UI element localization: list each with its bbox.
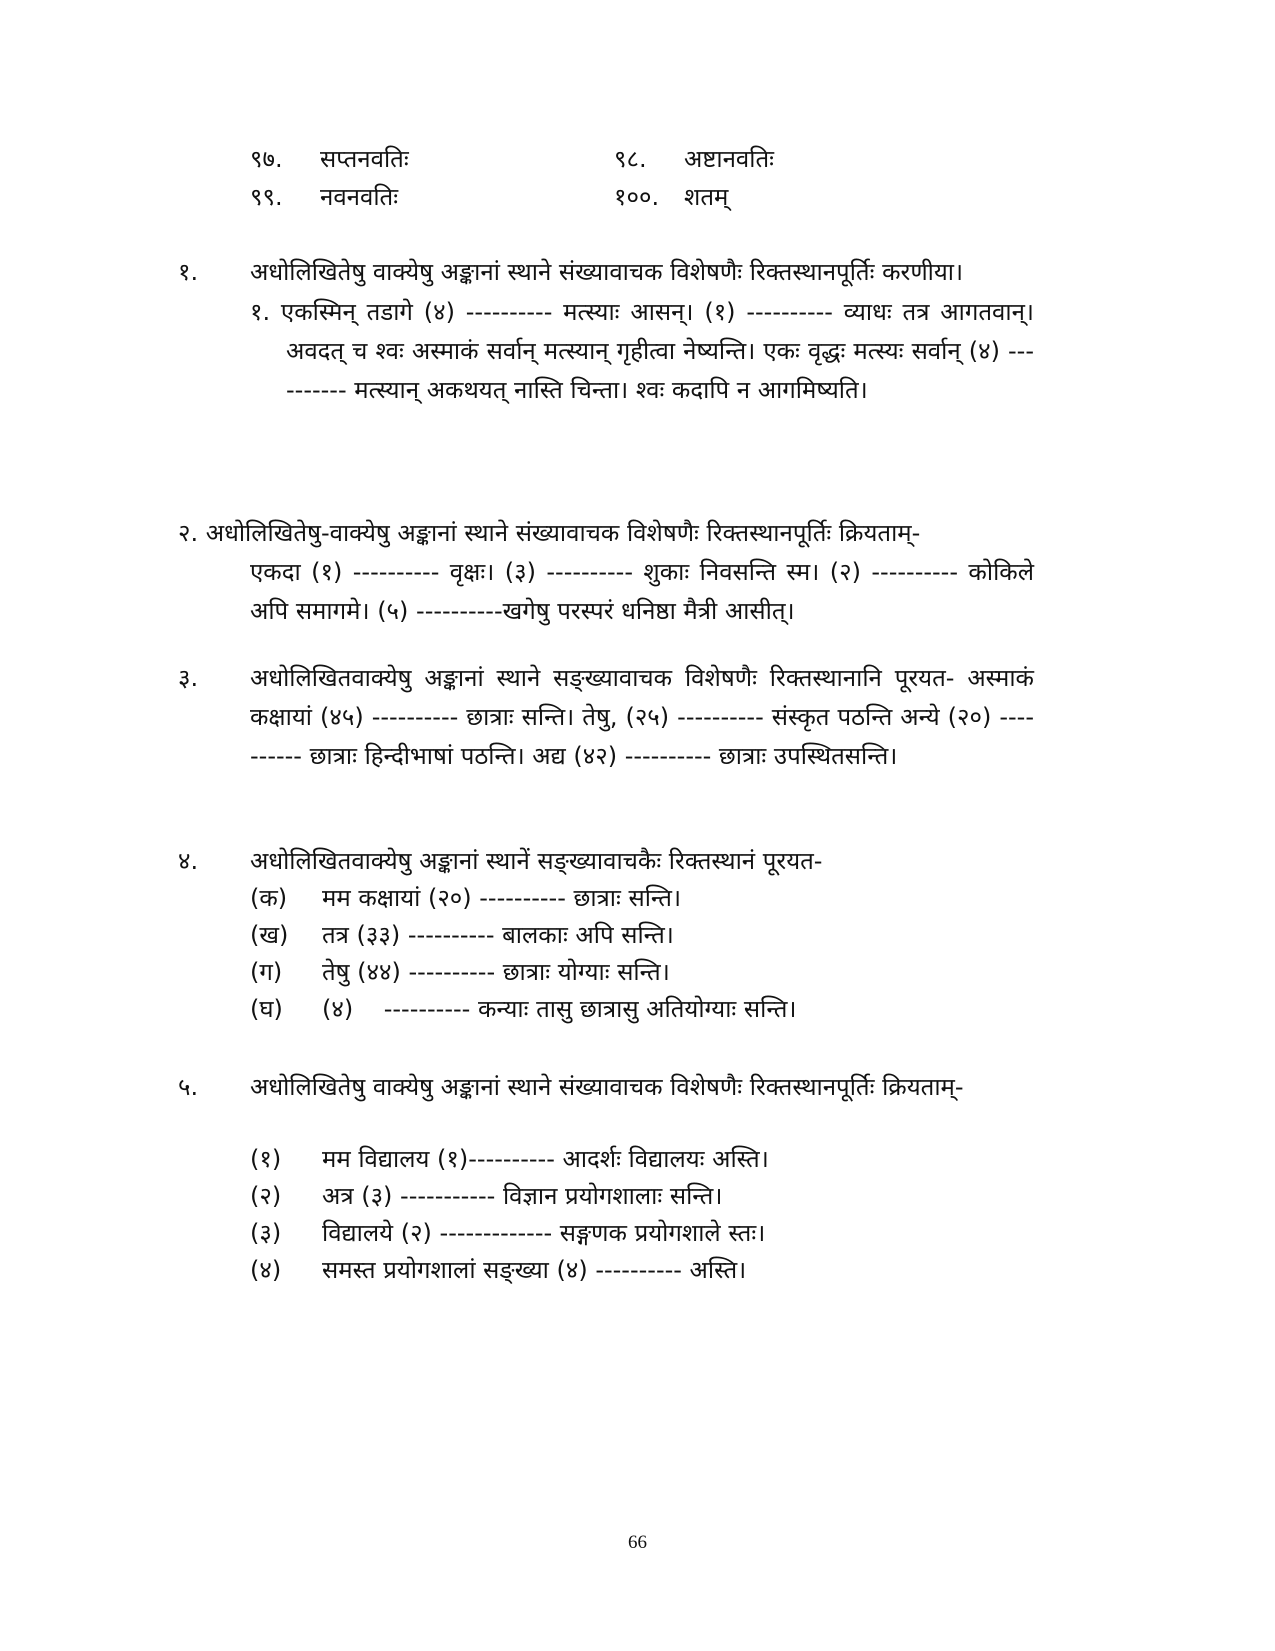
number-item: १००. शतम् — [614, 183, 729, 211]
question-1 — [178, 253, 1034, 410]
question-item: (३) विद्यालये (२) ------------- सङ्गणक प्रयोगशाले स्तः। — [250, 1219, 766, 1247]
question-number: ४. — [178, 847, 199, 875]
question-item: (घ) (४) ---------- कन्याः तासु छात्रासु अतियोग्याः सन्ति। — [250, 995, 797, 1023]
question-3 — [178, 659, 1034, 776]
question-number: ३. — [178, 664, 199, 692]
number-item: ९७. सप्तनवतिः — [250, 145, 409, 173]
question-text: अधोलिखितेषु वाक्येषु अङ्कानां स्थाने संख्यावाचक विशेषणैः रिक्तस्थानपूर्तिः क्रियताम्- — [250, 1073, 964, 1101]
question-4 — [178, 842, 1034, 881]
question-subtext: १. एकस्मिन् तडागे (४) ---------- मत्स्याः आसन्। (१) ---------- व्याधः तत्र आगतवान्। अवदत् च श्वः अस्माकं सर्वान् मत्स्यान् गृहीत्वा नेष्यन्ति। एकः वृद्धः मत्स्यः सर्वान् (४) ---------- मत्स्यान् अकथयत् नास्ति चिन्ता। श्वः कदापि न आगमिष्यति। — [250, 298, 1034, 404]
question-number: ५. — [178, 1073, 199, 1101]
question-number: २. — [178, 519, 199, 547]
question-5 — [178, 1068, 1034, 1107]
question-text: अधोलिखितेषु वाक्येषु अङ्कानां स्थाने संख्यावाचक विशेषणैः रिक्तस्थानपूर्तिः करणीया। — [250, 258, 964, 286]
question-heading: अधोलिखितवाक्येषु अङ्कानां स्थानें सङ्ख्यावाचकैः रिक्तस्थानं पूरयत- — [250, 847, 823, 875]
question-item: (२) अत्र (३) ----------- विज्ञान प्रयोगशालाः सन्ति। — [250, 1182, 723, 1210]
question-text: अधोलिखितवाक्येषु अङ्कानां स्थाने सङ्ख्यावाचक विशेषणैः रिक्तस्थानानि पूरयत- अस्माकं कक्षायां (४५) ---------- छात्राः सन्ति। तेषु, (२५) ---------- संस्कृत पठन्ति अन्ये (२०) ---------- छात्राः हिन्दीभाषां पठन्ति। अद्य (४२) ---------- छात्राः उपस्थितसन्ति। — [250, 664, 1034, 770]
number-item: ९८. अष्टानवतिः — [614, 145, 774, 173]
number-item: ९९. नवनवतिः — [250, 183, 399, 211]
question-item: (४) समस्त प्रयोगशालां सङ्ख्या (४) ---------- अस्ति। — [250, 1256, 747, 1284]
question-heading: २. अधोलिखितेषु-वाक्येषु अङ्कानां स्थाने संख्यावाचक विशेषणैः रिक्तस्थानपूर्तिः क्रियताम्- — [178, 519, 921, 547]
question-item: (ख) तत्र (३३) ---------- बालकाः अपि सन्ति। — [250, 921, 674, 949]
question-body: एकदा (१) ---------- वृक्षः। (३) ---------- शुकाः निवसन्ति स्म। (२) ---------- कोकिले अपि समागमे। (५) ----------खगेषु परस्परं धनिष्ठा मैत्री आसीत्। — [250, 558, 1034, 625]
question-item: (क) मम कक्षायां (२०) ---------- छात्राः सन्ति। — [250, 884, 682, 912]
question-number: १. — [178, 258, 199, 286]
question-item: (१) मम विद्यालय (१)---------- आदर्शः विद्यालयः अस्ति। — [250, 1145, 769, 1173]
question-2 — [178, 514, 1034, 631]
page-number: 66 — [628, 1532, 647, 1553]
question-item: (ग) तेषु (४४) ---------- छात्राः योग्याः सन्ति। — [250, 958, 670, 986]
